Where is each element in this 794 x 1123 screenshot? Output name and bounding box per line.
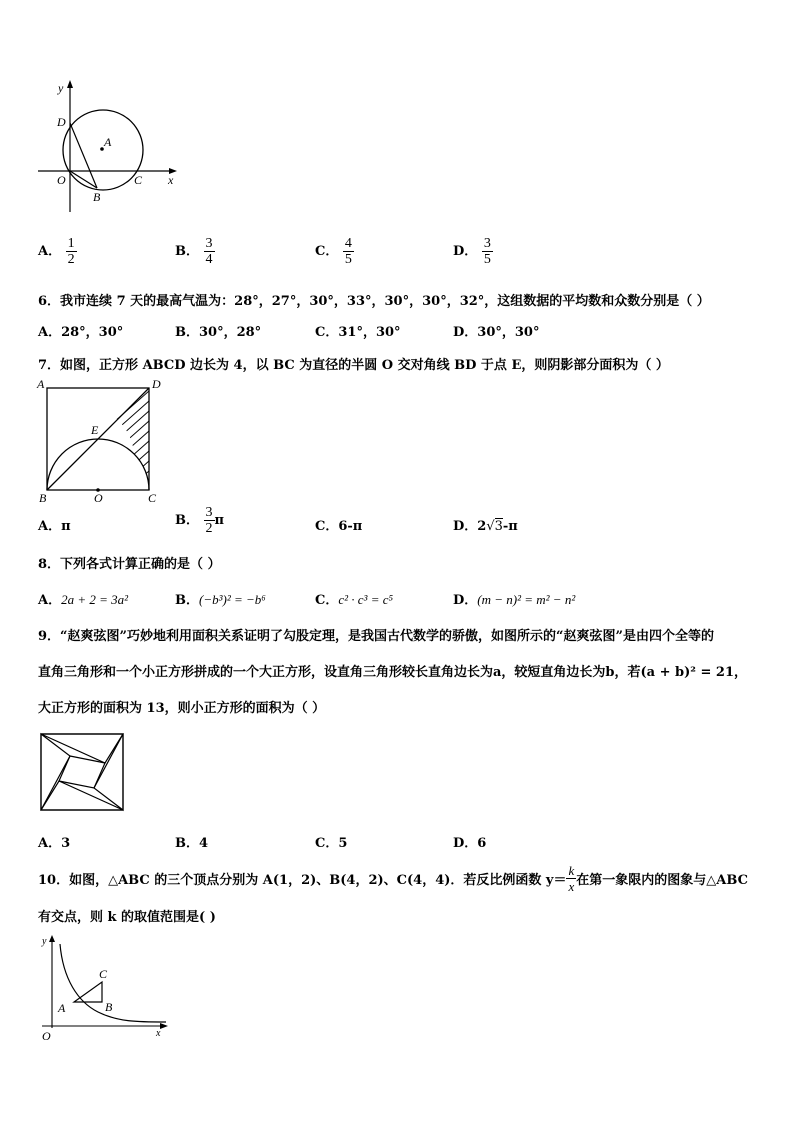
label-b: B xyxy=(105,1000,113,1014)
label-a: A xyxy=(58,1001,66,1015)
label-b: B xyxy=(93,190,101,204)
q6-option-b[interactable]: B．30°，28° xyxy=(175,325,262,340)
outer-square xyxy=(41,734,123,810)
option-letter: D． xyxy=(453,244,478,259)
triangle-abc xyxy=(74,982,102,1002)
numerator: k xyxy=(568,863,575,878)
q8-stem: 8．下列各式计算正确的是（ ） xyxy=(38,557,221,572)
option-letter: C． xyxy=(315,593,339,608)
q6-option-c[interactable]: C．31°，30° xyxy=(315,325,401,340)
label-c: C xyxy=(148,491,157,505)
q9-option-a[interactable]: A．3 xyxy=(38,836,71,851)
q9-zhao-shuang-diagram xyxy=(40,733,124,813)
y-axis-arrow xyxy=(67,80,73,88)
expression: (−b³)² = −b⁶ xyxy=(199,592,266,607)
denominator: 5 xyxy=(344,252,352,267)
stem-part-2: 在第一象限内的图象与△ABC xyxy=(576,873,748,888)
q5-option-a[interactable] xyxy=(38,236,77,267)
hyperbola-curve xyxy=(60,944,166,1022)
q10-stem-line2: 有交点，则 k 的取值范围是( ) xyxy=(38,910,216,925)
label-y: y xyxy=(42,936,47,947)
label-o: O xyxy=(94,491,103,505)
q8-option-a[interactable] xyxy=(38,589,128,608)
label-x: x xyxy=(168,173,174,187)
option-letter: A． xyxy=(38,593,62,608)
shaded-region-hatching xyxy=(96,391,149,528)
fraction xyxy=(66,236,77,267)
q9-option-d[interactable]: D．6 xyxy=(453,836,487,851)
expression: 2a + 2 = 3a² xyxy=(61,592,129,607)
sqrt-sign: √ xyxy=(486,519,495,534)
q8-option-d[interactable] xyxy=(453,589,575,608)
q6-option-a[interactable]: A．28°，30° xyxy=(38,325,124,340)
q10-stem-line1 xyxy=(38,863,748,894)
x-axis-arrow xyxy=(160,1023,168,1029)
denominator: 5 xyxy=(483,252,491,267)
fraction xyxy=(343,236,354,267)
q5-option-c[interactable] xyxy=(315,236,354,267)
numerator: 4 xyxy=(344,236,352,251)
q7-stem: 7．如图，正方形 ABCD 边长为 4，以 BC 为直径的半圆 O 交对角线 BD 于点 E，则阴影部分面积为（ ） xyxy=(38,358,669,373)
option-letter: D． xyxy=(453,593,478,608)
q10-figure xyxy=(38,934,173,1044)
fraction-k-over-x xyxy=(566,863,576,894)
option-letter: B． xyxy=(175,593,199,608)
q7-option-b[interactable] xyxy=(175,505,224,536)
q9-option-b[interactable]: B．4 xyxy=(175,836,209,851)
label-d: D xyxy=(57,115,66,129)
radicand: 3 xyxy=(494,519,503,534)
q9-stem-line2: 直角三角形和一个小正方形拼成的一个大正方形，设直角三角形较长直角边长为a，较短直角边长为b，若(a + b)² = 21， xyxy=(38,665,748,680)
option-letter: D．2 xyxy=(453,519,487,534)
fraction xyxy=(204,505,215,536)
denominator: 2 xyxy=(205,521,213,536)
denominator: 2 xyxy=(67,252,75,267)
label-o: O xyxy=(57,173,66,187)
denominator: 4 xyxy=(205,252,213,267)
q6-stem: 6．我市连续 7 天的最高气温为：28°，27°，30°，33°，30°，30°，32°，这组数据的平均数和众数分别是（ ） xyxy=(38,294,710,309)
label-b: B xyxy=(39,491,47,505)
q9-stem-line3: 大正方形的面积为 13，则小正方形的面积为（ ） xyxy=(38,701,326,716)
label-c: C xyxy=(134,173,143,187)
expression: c² · c³ = c⁵ xyxy=(338,592,394,607)
label-o: O xyxy=(42,1029,51,1043)
numerator: 3 xyxy=(205,236,213,251)
numerator: 3 xyxy=(483,236,491,251)
small-square xyxy=(59,756,105,788)
q7-option-d[interactable] xyxy=(453,515,518,534)
option-letter: B． xyxy=(175,244,199,259)
q6-option-d[interactable]: D．30°，30° xyxy=(453,325,540,340)
q7-figure xyxy=(36,378,166,508)
q9-option-c[interactable]: C．5 xyxy=(315,836,348,851)
q5-figure xyxy=(38,80,178,215)
q8-option-b[interactable] xyxy=(175,589,266,608)
label-a: A xyxy=(37,377,45,391)
numerator: 3 xyxy=(205,505,213,520)
q5-option-b[interactable] xyxy=(175,236,215,267)
y-axis-arrow xyxy=(49,935,55,942)
minus-pi: -π xyxy=(502,519,518,534)
label-c: C xyxy=(99,967,108,981)
label-d: D xyxy=(152,377,161,391)
denominator: x xyxy=(568,879,575,894)
fraction xyxy=(204,236,215,267)
label-y: y xyxy=(58,81,64,95)
numerator: 1 xyxy=(67,236,75,251)
pi-symbol: π xyxy=(214,513,225,528)
stem-part-1: 10．如图，△ABC 的三个顶点分别为 A(1，2)、B(4，2)、C(4，4)．若反比例函数 y＝ xyxy=(38,873,567,888)
q7-option-a[interactable]: A．π xyxy=(38,519,71,534)
diagonal-bd xyxy=(47,388,149,490)
option-letter: C． xyxy=(315,244,339,259)
q8-option-c[interactable] xyxy=(315,589,393,608)
option-letter: B． xyxy=(175,513,199,528)
q9-stem-line1: 9．“赵爽弦图”巧妙地利用面积关系证明了勾股定理，是我国古代数学的骄傲，如图所示的“赵爽弦图”是由四个全等的 xyxy=(38,629,714,644)
expression: (m − n)² = m² − n² xyxy=(477,592,576,607)
q5-option-d[interactable] xyxy=(453,236,493,267)
option-letter: A． xyxy=(38,244,62,259)
q7-option-c[interactable]: C．6-π xyxy=(315,519,363,534)
label-x: x xyxy=(156,1028,161,1039)
label-a: A xyxy=(104,135,112,149)
semicircle-o xyxy=(47,439,149,490)
fraction xyxy=(482,236,493,267)
label-e: E xyxy=(91,423,99,437)
